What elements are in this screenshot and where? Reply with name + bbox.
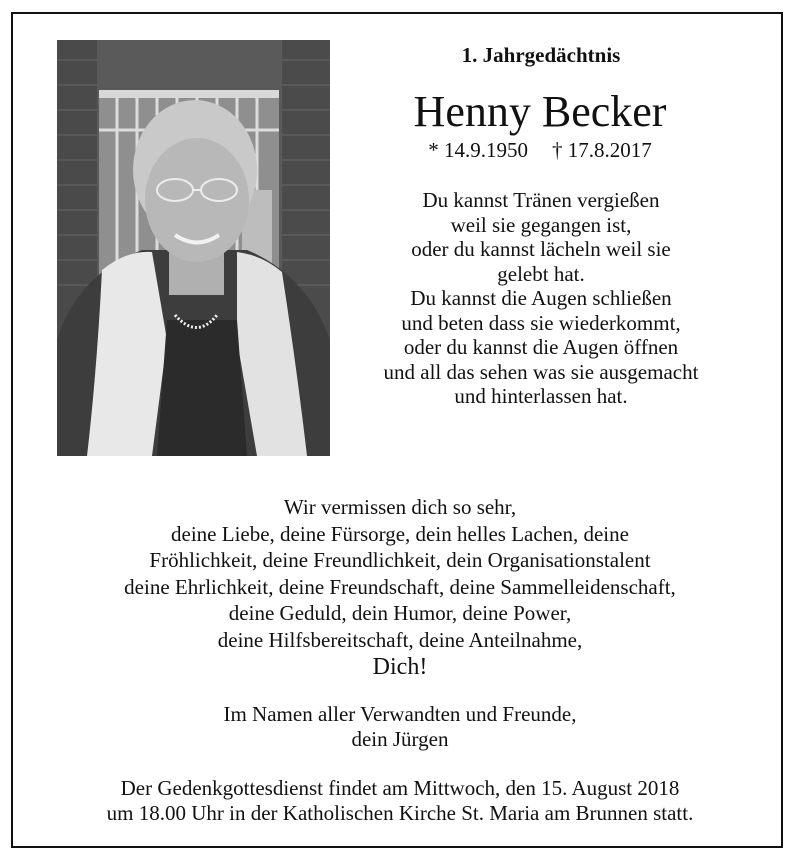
poem-line: und all das sehen was sie ausgemacht xyxy=(383,359,699,384)
tribute-final-word: Dich! xyxy=(372,654,428,680)
service-line: Der Gedenkgottesdienst findet am Mittwoch, den 15. August 2018 xyxy=(120,776,680,800)
death-date: † 17.8.2017 xyxy=(552,138,652,162)
tribute-line: deine Ehrlichkeit, deine Freundschaft, deine Sammelleidenschaft, xyxy=(124,574,676,599)
poem-line: weil sie gegangen ist, xyxy=(450,212,632,237)
tribute-text xyxy=(40,494,760,653)
birth-date: * 14.9.1950 xyxy=(428,138,528,162)
poem-line: oder du kannst lächeln weil sie xyxy=(411,237,671,261)
service-line: um 18.00 Uhr in der Katholischen Kirche St. Maria am Brunnen statt. xyxy=(106,801,694,825)
poem-line: Du kannst Tränen vergießen xyxy=(422,188,660,212)
memorial-photo xyxy=(57,40,330,456)
tribute-line: deine Hilfsbereitschaft, deine Anteilnahme, xyxy=(217,627,583,652)
poem-line: oder du kannst die Augen öffnen xyxy=(403,335,679,359)
anniversary-heading: 1. Jahrgedächtnis xyxy=(461,43,621,67)
poem-line: und hinterlassen hat. xyxy=(454,384,628,408)
memorial-service-notice xyxy=(30,776,770,826)
portrait-image xyxy=(57,40,330,456)
tribute-line: deine Geduld, dein Humor, deine Power, xyxy=(228,601,572,625)
signoff-line: dein Jürgen xyxy=(351,727,449,751)
signoff-line: Im Namen aller Verwandten und Freunde, xyxy=(223,702,577,726)
tribute-line: Wir vermissen dich so sehr, xyxy=(283,495,517,519)
tribute-line: deine Liebe, deine Fürsorge, dein helles Lachen, deine xyxy=(171,521,629,546)
poem xyxy=(352,188,730,409)
poem-line: und beten dass sie wiederkommt, xyxy=(401,310,681,335)
life-dates xyxy=(380,137,700,163)
poem-line: gelebt hat. xyxy=(497,261,585,286)
poem-line: Du kannst die Augen schließen xyxy=(410,286,672,310)
deceased-name: Henny Becker xyxy=(413,87,667,136)
signoff xyxy=(40,702,760,752)
tribute-line: Fröhlichkeit, deine Freundlichkeit, dein Organisationstalent xyxy=(149,548,651,572)
